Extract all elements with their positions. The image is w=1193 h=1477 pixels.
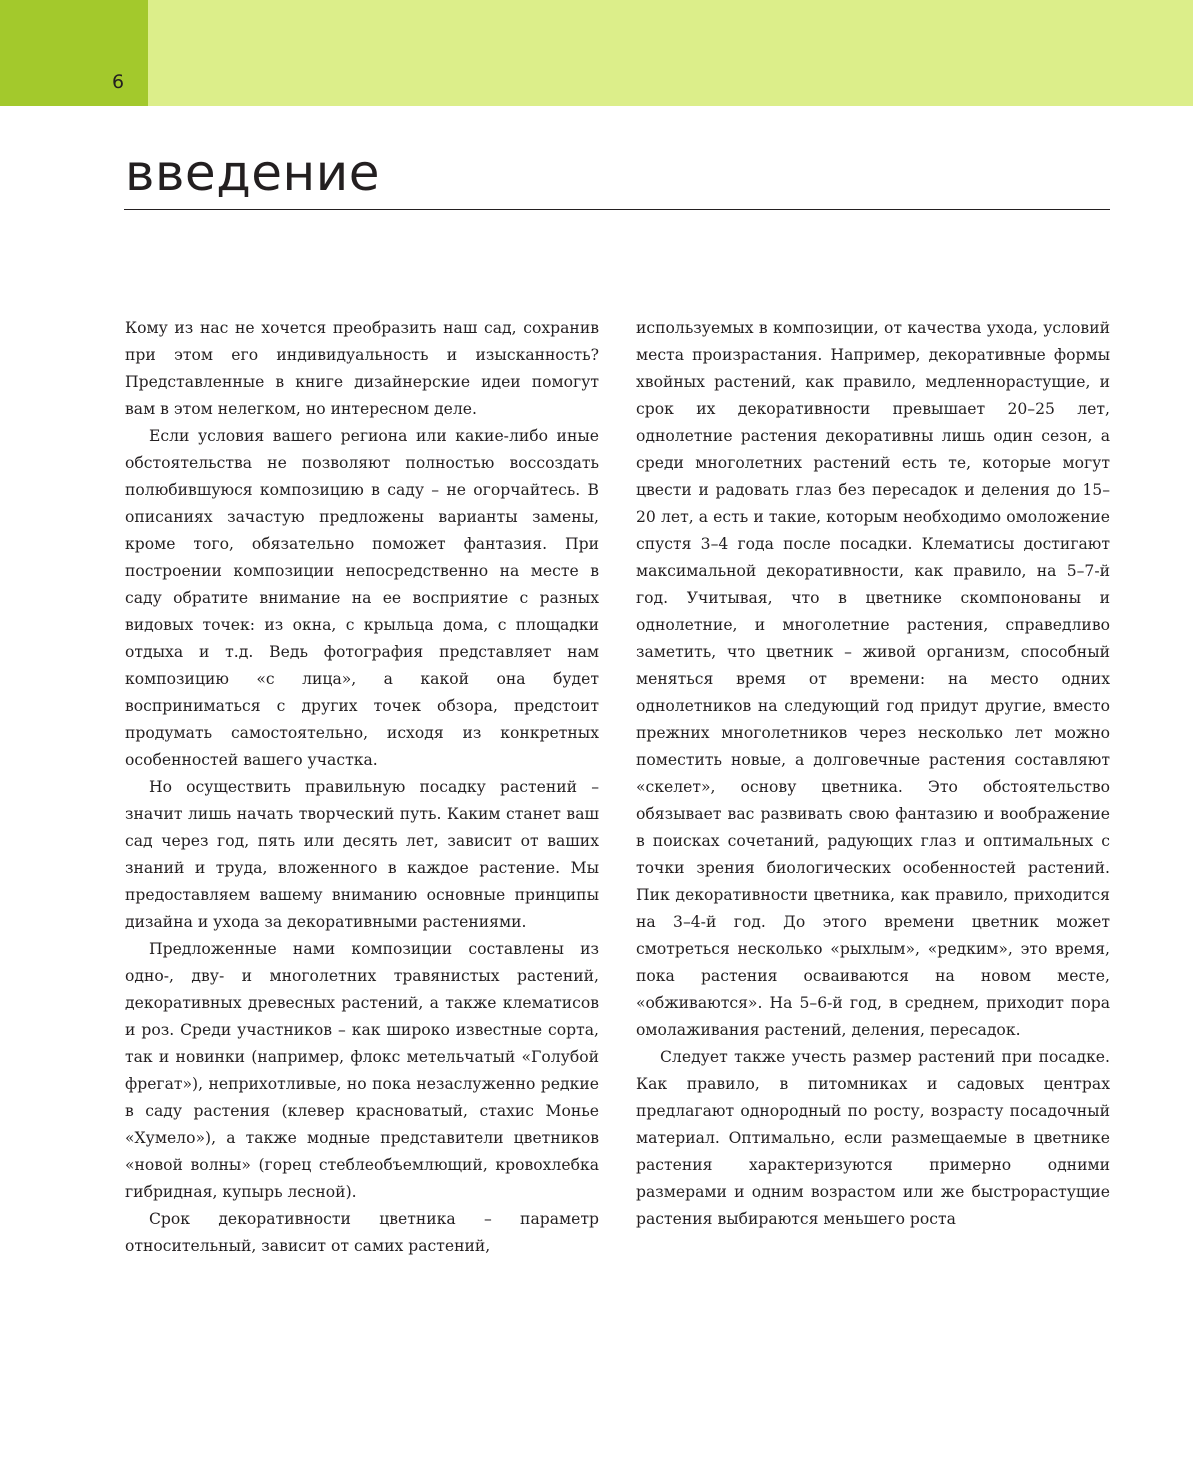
- paragraph: Но осуществить правильную посадку растений – значит лишь начать творческий путь. Каким станет ваш сад через год, пять или десять лет, зависит от ваших знаний и труда, вложенного в каждое растение. Мы предоставляем вашему вниманию основные принципы дизайна и ухода за декоративными растениями.: [125, 778, 599, 931]
- paragraph: используемых в композиции, от качества ухода, условий места произрастания. Например, декоративные формы хвойных растений, как правило, медленнорастущие, и срок их декоративности превышает 20–25 лет, однолетние растения декоративны лишь один сезон, а среди многолетних растений есть те, которые могут цвести и радовать глаз без пересадок и деления до 15–20 лет, а есть и такие, которым необходимо омоложение спустя 3–4 года после посадки. Клематисы достигают максимальной декоративности, как правило, на 5–7-й год. Учитывая, что в цветнике скомпонованы и однолетние, и многолетние растения, справедливо заметить, что цветник – живой организм, способный меняться время от времени: на место одних однолетников на следующий год придут другие, вместо прежних многолетников через несколько лет можно поместить новые, а долговечные растения составляют «скелет», основу цветника. Это обстоятельство обязывает вас развивать свою фантазию и воображение в поисках сочетаний, радующих глаз и оптимальных с точки зрения биологических особенностей растений. Пик декоративности цветника, как правило, приходится на 3–4-й год. До этого времени цветник может смотреться несколько «рыхлым», «редким», это время, пока растения осваиваются на новом месте, «обживаются». На 5–6-й год, в среднем, приходит пора омолаживания растений, деления, пересадок.: [636, 319, 1110, 1039]
- text-column-left: [125, 315, 599, 1260]
- paragraph: Если условия вашего региона или какие-либо иные обстоятельства не позволяют полностью воссоздать полюбившуюся композицию в саду – не огорчайтесь. В описаниях зачастую предложены варианты замены, кроме того, обязательно поможет фантазия. При построении композиции непосредственно на месте в саду обратите внимание на ее восприятие с разных видовых точек: из окна, с крыльца дома, с площадки отдыха и т.д. Ведь фотография представляет нам композицию «с лица», а какой она будет восприниматься с других точек обзора, предстоит продумать самостоятельно, исходя из конкретных особенностей вашего участка.: [125, 427, 599, 769]
- title-divider: [124, 209, 1110, 210]
- paragraph: Следует также учесть размер растений при посадке. Как правило, в питомниках и садовых центрах предлагают однородный по росту, возрасту посадочный материал. Оптимально, если размещаемые в цветнике растения характеризуются примерно одними размерами и одним возрастом или же быстрорастущие растения выбираются меньшего роста: [636, 1048, 1110, 1228]
- text-column-right: [636, 315, 1110, 1233]
- paragraph: Кому из нас не хочется преобразить наш сад, сохранив при этом его индивидуальность и изысканность? Представленные в книге дизайнерские идеи помогут вам в этом нелегком, но интересном деле.: [125, 319, 599, 418]
- header-band: [0, 0, 1193, 106]
- page-number-tab: [0, 0, 148, 106]
- section-title: введение: [125, 144, 380, 202]
- page-number: 6: [112, 71, 125, 93]
- paragraph: Предложенные нами композиции составлены из одно-, дву- и многолетних травянистых растений, декоративных древесных растений, а также клематисов и роз. Среди участников – как широко известные сорта, так и новинки (например, флокс метельчатый «Голубой фрегат»), неприхотливые, но пока незаслуженно редкие в саду растения (клевер красноватый, стахис Монье «Хумело»), а также модные представители цветников «новой волны» (горец стеблеобъемлющий, кровохлебка гибридная, купырь лесной).: [125, 940, 599, 1201]
- paragraph: Срок декоративности цветника – параметр относительный, зависит от самих растений,: [125, 1210, 599, 1255]
